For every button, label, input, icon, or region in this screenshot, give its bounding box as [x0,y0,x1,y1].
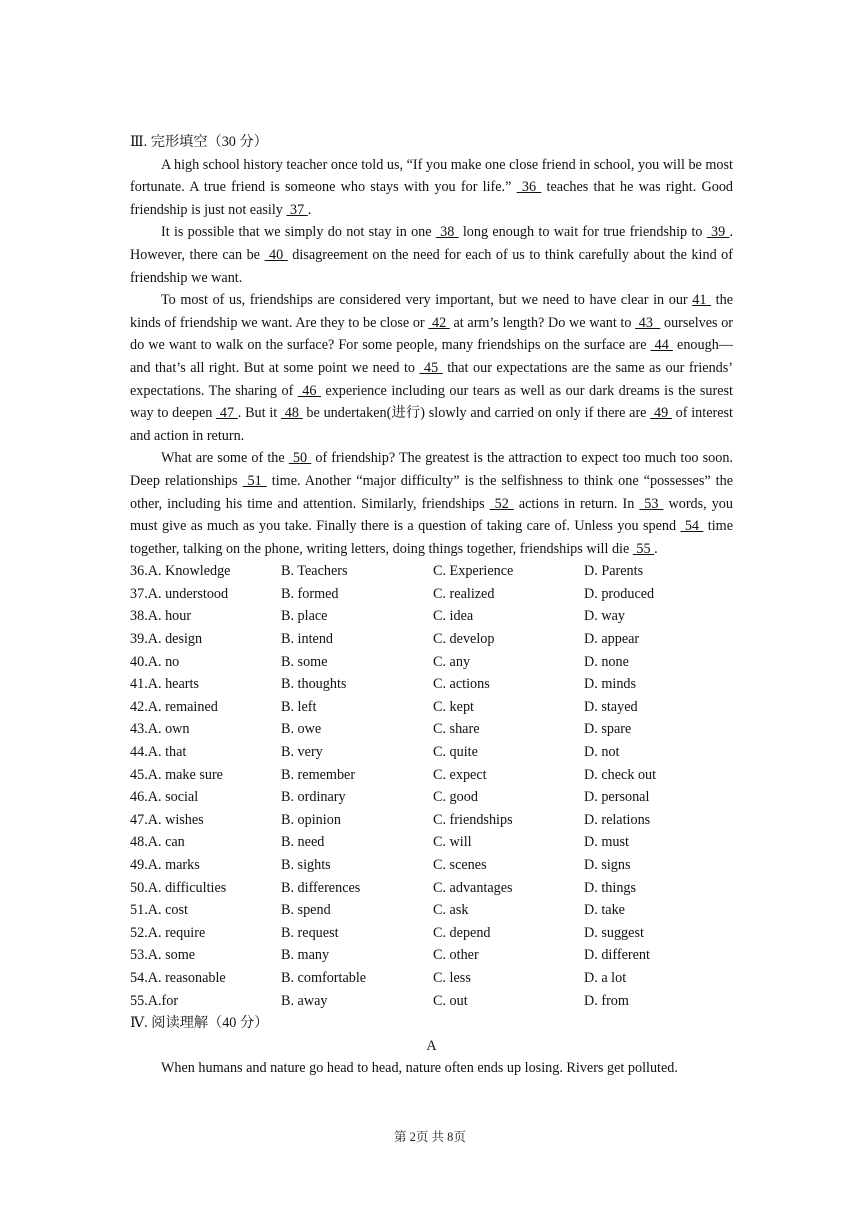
passage-text: time. Another “major difficulty” is the selfishness to think one “possesses” the other, including his time and attention. Similarly, friendships [130,472,734,512]
option-choice: B. request [281,924,339,941]
option-choice: B. very [281,744,323,761]
passage-text: teaches that he was right. Good friendship is just not easily [130,179,734,218]
option-row [130,967,733,990]
cloze-paragraph [130,221,733,289]
blank-number: 41 [692,292,712,309]
option-choice: 42.A. remained [130,698,218,715]
blank-number: 50 [288,450,312,467]
option-choice: 39.A. design [130,631,203,648]
option-choice: C. out [433,992,468,1009]
section-heading-cloze: Ⅲ. 完形填空（30 分） [130,134,268,150]
blank-number: 45 [419,359,443,376]
option-choice: D. signs [584,857,631,873]
option-row [130,922,733,945]
option-choice: D. minds [584,676,637,693]
option-choice: B. opinion [281,811,341,828]
option-choice: B. formed [281,585,339,602]
option-choice: B. many [281,947,330,964]
blank-number: 36 [516,179,542,196]
option-choice: 54.A. reasonable [130,969,226,986]
option-choice: C. idea [433,608,474,625]
passage-text: the kinds of friendship we want. Are they to be close or [130,292,734,331]
blank-number: 52 [489,495,514,512]
option-choice: B. intend [281,631,334,648]
option-choice: C. will [433,834,472,851]
option-row [130,809,733,832]
option-row [130,741,733,764]
option-choice: D. check out [584,766,657,783]
option-choice: B. remember [281,766,356,783]
option-row [130,718,733,741]
option-choice: C. Experience [433,563,514,580]
option-choice: C. expect [433,766,487,783]
option-choice: D. different [584,947,650,964]
option-row [130,877,733,900]
option-choice: C. friendships [433,811,513,828]
option-choice: C. good [433,789,478,806]
page-content [130,131,733,1080]
option-choice: B. owe [281,721,322,738]
passage-text: actions in return. In [513,495,640,512]
option-choice: B. comfortable [281,969,367,986]
option-choice: 55.A.for [130,992,179,1009]
passage-text: of interest and action in return. [130,405,733,444]
option-choice: C. other [433,947,479,964]
page-footer: 第 2页 共 8页 [394,1130,466,1144]
blank-number: 42 [428,314,450,331]
option-choice: D. appear [584,631,640,648]
option-choice: 38.A. hour [130,608,192,625]
option-row [130,831,733,854]
option-choice: C. kept [433,698,474,715]
option-choice: C. ask [433,902,469,919]
option-choice: B. left [281,698,317,715]
cloze-paragraph [130,154,733,222]
option-row [130,944,733,967]
option-row [130,560,733,583]
option-row [130,628,733,651]
option-choice: D. not [584,744,620,761]
blank-number: 37 [286,201,308,218]
option-choice: C. less [433,969,471,986]
blank-number: 43 [635,314,661,331]
option-row [130,990,733,1013]
option-choice: C. quite [433,744,478,761]
option-choice: B. differences [281,879,361,896]
option-choice: D. none [584,653,629,670]
blank-number: 39 [706,224,730,241]
option-choice: 45.A. make sure [130,766,223,783]
passage-text: that our expectations are the same as our friends’ expectations. The sharing of [130,359,734,399]
cloze-passage [130,154,733,561]
option-choice: 47.A. wishes [130,811,204,828]
option-choice: D. spare [584,721,632,738]
passage-text: at arm’s length? Do we want to [449,314,636,331]
passage-text: It is possible that we simply do not stay in one [161,224,436,241]
option-choice: B. sights [281,857,331,873]
passage-label: A [426,1037,437,1054]
option-row [130,786,733,809]
option-choice: 49.A. marks [130,857,200,873]
option-choice: D. way [584,608,625,625]
option-choice: D. take [584,902,625,919]
passage-text: words, you must give as much as you take. Finally there is a question of taking care of. Unless you spend [130,495,733,535]
passage-text: enough—and that’s all right. But at some point we need to [130,337,733,376]
option-row [130,605,733,628]
passage-text: What are some of the [161,450,289,467]
option-choice: D. things [584,879,637,896]
option-choice: 50.A. difficulties [130,879,227,896]
blank-number: 38 [435,224,459,241]
passage-text: A high school history teacher once told us, “If you make one close friend in school, you will be most fortunate. A true friend is someone who stays with you for life.” [130,156,733,196]
option-choice: B. need [281,834,325,851]
option-choice: B. some [281,653,328,670]
blank-number: 40 [264,246,288,263]
option-choice: B. spend [281,902,331,919]
option-choice: C. realized [433,585,495,602]
option-choice: 51.A. cost [130,902,188,919]
passage-text: experience including our tears as well as our dark dreams is the surest way to deepen [130,382,733,422]
option-choice: 46.A. social [130,789,199,806]
option-choice: B. away [281,992,328,1009]
option-row [130,764,733,787]
cloze-paragraph [130,289,733,447]
option-choice: B. place [281,608,328,625]
blank-number: 47 [216,405,238,422]
option-row [130,854,733,877]
option-choice: D. personal [584,789,650,806]
option-choice: 52.A. require [130,924,206,941]
blank-number: 46 [297,382,321,399]
passage-text: be undertaken(进行) slowly and carried on only if there are [302,405,651,422]
passage-text: disagreement on the need for each of us to think carefully about the kind of friendship we want. [130,246,733,286]
blank-number: 55 [632,540,655,557]
option-choice: C. depend [433,924,491,941]
passage-text: ourselves or do we want to walk on the surface? For some people, many friendships on the surface are [130,314,734,354]
blank-number: 51 [242,472,267,489]
blank-number: 48 [280,405,303,422]
option-row [130,899,733,922]
option-choice: 41.A. hearts [130,676,199,693]
option-choice: C. scenes [433,857,487,873]
cloze-options [130,560,733,1012]
blank-number: 49 [650,405,672,422]
option-choice: C. any [433,653,471,670]
option-choice: C. develop [433,631,495,648]
passage-text: . [307,201,312,218]
passage-text: . However, there can be [130,224,733,263]
blank-number: 53 [639,495,664,512]
option-choice: 53.A. some [130,947,196,964]
option-row [130,651,733,674]
option-choice: 44.A. that [130,744,187,761]
option-choice: B. Teachers [281,563,348,580]
option-choice: D. must [584,834,629,851]
option-choice: C. actions [433,676,490,693]
passage-text: To most of us, friendships are considered very important, but we need to have clear in our [161,292,693,309]
option-row [130,583,733,606]
option-choice: D. from [584,992,629,1009]
passage-text: of friendship? The greatest is the attraction to expect too much too soon. Deep relationships [130,450,734,489]
reading-passage-first-line: When humans and nature go head to head, nature often ends up losing. Rivers get polluted. [161,1060,678,1077]
option-choice: D. relations [584,811,651,828]
option-choice: B. ordinary [281,789,346,806]
option-choice: 43.A. own [130,721,190,738]
passage-text: . But it [237,405,281,422]
blank-number: 44 [650,337,673,354]
option-choice: 48.A. can [130,834,185,851]
blank-number: 54 [680,518,704,535]
option-choice: D. Parents [584,563,644,580]
option-row [130,673,733,696]
option-choice: D. stayed [584,698,638,715]
option-choice: 37.A. understood [130,585,229,602]
option-choice: D. produced [584,585,655,602]
passage-text: time together, talking on the phone, writing letters, doing things together, friendships will die [130,518,733,557]
passage-text: . [654,540,658,557]
option-choice: D. a lot [584,969,627,986]
option-choice: D. suggest [584,924,644,941]
option-choice: C. share [433,721,480,738]
section-heading-reading: Ⅳ. 阅读理解（40 分） [130,1015,269,1032]
option-choice: C. advantages [433,879,513,896]
option-row [130,696,733,719]
option-choice: B. thoughts [281,676,347,693]
cloze-paragraph [130,447,733,560]
passage-text: long enough to wait for true friendship to [458,224,707,241]
option-choice: 36.A. Knowledge [130,563,231,580]
option-choice: 40.A. no [130,653,180,670]
